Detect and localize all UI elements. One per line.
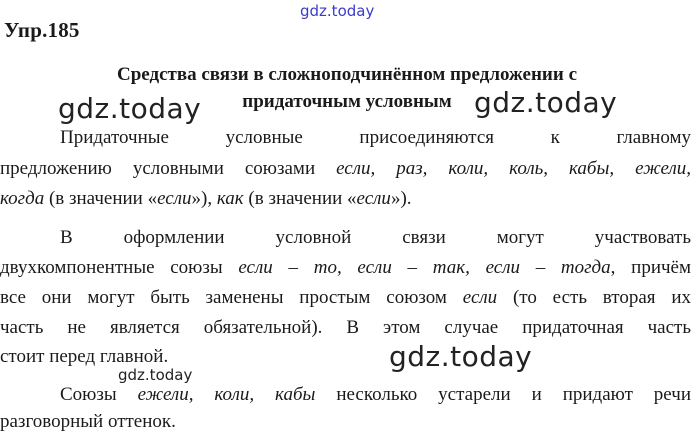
paragraph-2-line-5: стоит перед главной. (0, 346, 169, 367)
title-line-2: придаточным условным (242, 91, 452, 112)
paragraph-1-line-2: предложению условными союзами если, раз, коли, коль, кабы, ежели, (0, 158, 691, 179)
paragraph-3-line-2: разговорный оттенок. (0, 411, 176, 432)
watermark-top: gdz.today (300, 2, 375, 20)
paragraph-3-line-1: Союзы ежели, коли, кабы несколько устарели и придают речи (60, 384, 691, 405)
watermark-right: gdz.today (474, 86, 618, 119)
watermark-lower-center: gdz.today (389, 340, 533, 373)
watermark-lower-small: gdz.today (118, 366, 193, 384)
exercise-number: Упр.185 (4, 18, 80, 42)
title-line-1: Средства связи в сложноподчинённом предложении с (116, 64, 578, 85)
paragraph-2-line-1: В оформлении условной связи могут участвовать (60, 227, 691, 248)
paragraph-2-line-2: двухкомпонентные союзы если – то, если – так, если – тогда, причём (0, 257, 691, 278)
paragraph-1-line-1: Придаточные условные присоединяются к главному (60, 127, 691, 148)
paragraph-1-line-3: когда (в значении «если»), как (в значении «если»). (0, 188, 412, 209)
paragraph-2-line-3: все они могут быть заменены простым союзом если (то есть вторая их (0, 287, 691, 308)
watermark-left: gdz.today (58, 92, 202, 125)
paragraph-2-line-4: часть не является обязательной). В этом случае придаточная часть (0, 317, 691, 338)
